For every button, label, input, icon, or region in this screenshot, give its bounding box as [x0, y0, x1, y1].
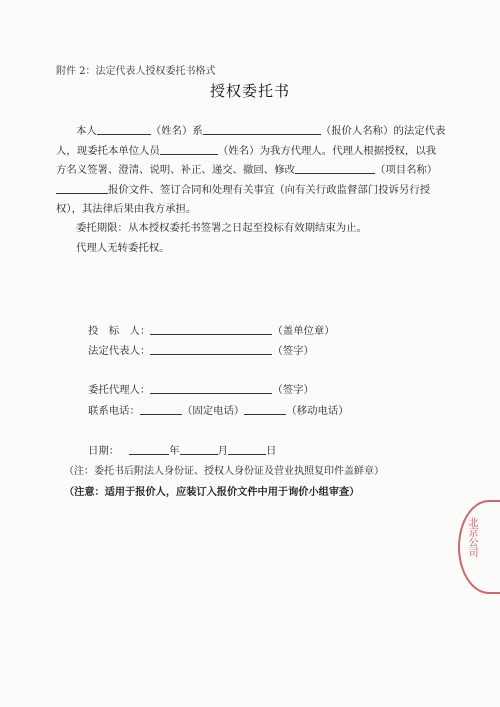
year-label: 年	[169, 445, 180, 457]
legal-rep-label: 法定代表人：	[88, 345, 151, 357]
attachment-note: （注：委托书后附法人身份证、授权人身份证及营业执照复印件盖鲜章）	[64, 466, 384, 477]
no-subdelegation-paragraph: 代理人无转委托权。	[76, 242, 170, 254]
bidder-label: 投 标 人：	[88, 325, 151, 337]
legal-rep-note: （签字）	[272, 345, 314, 357]
date-label: 日期：	[88, 445, 120, 457]
agent-label: 委托代理人：	[88, 384, 151, 396]
phone-fixed-note: （固定电话）	[181, 405, 245, 417]
para-text-a: 本人	[76, 125, 97, 137]
bidder-name-blank[interactable]	[203, 123, 321, 135]
project-name-blank[interactable]	[295, 162, 375, 174]
agent-name-blank[interactable]	[160, 143, 218, 155]
seal-text: 北京公司	[466, 517, 477, 557]
para-text-b: （姓名）系	[150, 125, 203, 137]
bidder-line[interactable]	[150, 323, 272, 335]
document-title: 授权委托书	[209, 82, 290, 100]
month-line[interactable]	[180, 443, 218, 455]
term-paragraph: 委托期限：从本授权委托书签署之日起至投标有效期结束为止。	[76, 222, 367, 234]
para-text-f: 报价文件、签订合同和处理有关事宜（向有关行政监督部门投诉另行授权），其法律后果由我方承担。	[56, 183, 431, 215]
legal-rep-row	[88, 342, 314, 357]
phone-row	[88, 402, 349, 417]
date-row	[88, 442, 276, 457]
year-line[interactable]	[129, 443, 169, 455]
para-text-c: （报价人名称）的法定代表人，现委托本单位人员	[56, 125, 446, 157]
phone-fixed-line[interactable]	[140, 403, 182, 415]
day-line[interactable]	[228, 443, 266, 455]
agent-line[interactable]	[150, 382, 272, 394]
usage-note: （注意：适用于报价人，应装订入报价文件中用于询价小组审查）	[64, 486, 360, 498]
para-text-d: （姓名）为我方代理人。代理人根据授权，以我方名义签署、澄清、说明、补正、递交、撤回、修改	[56, 144, 437, 176]
para-text-e: （项目名称）	[374, 164, 438, 176]
authorization-paragraph	[56, 122, 446, 220]
name-blank[interactable]	[97, 123, 151, 135]
attachment-label: 附件 2：法定代表人授权委托书格式	[56, 66, 216, 77]
agent-row	[88, 381, 314, 396]
bidder-row	[88, 322, 335, 337]
legal-rep-line[interactable]	[150, 343, 272, 355]
project-blank-2[interactable]	[56, 182, 108, 194]
phone-mobile-note: （移动电话）	[286, 405, 349, 417]
agent-note: （签字）	[272, 384, 314, 396]
phone-mobile-line[interactable]	[244, 403, 286, 415]
bidder-note: （盖单位章）	[272, 325, 335, 337]
phone-label: 联系电话：	[88, 405, 140, 417]
month-label: 月	[217, 445, 228, 457]
day-label: 日	[265, 445, 277, 457]
